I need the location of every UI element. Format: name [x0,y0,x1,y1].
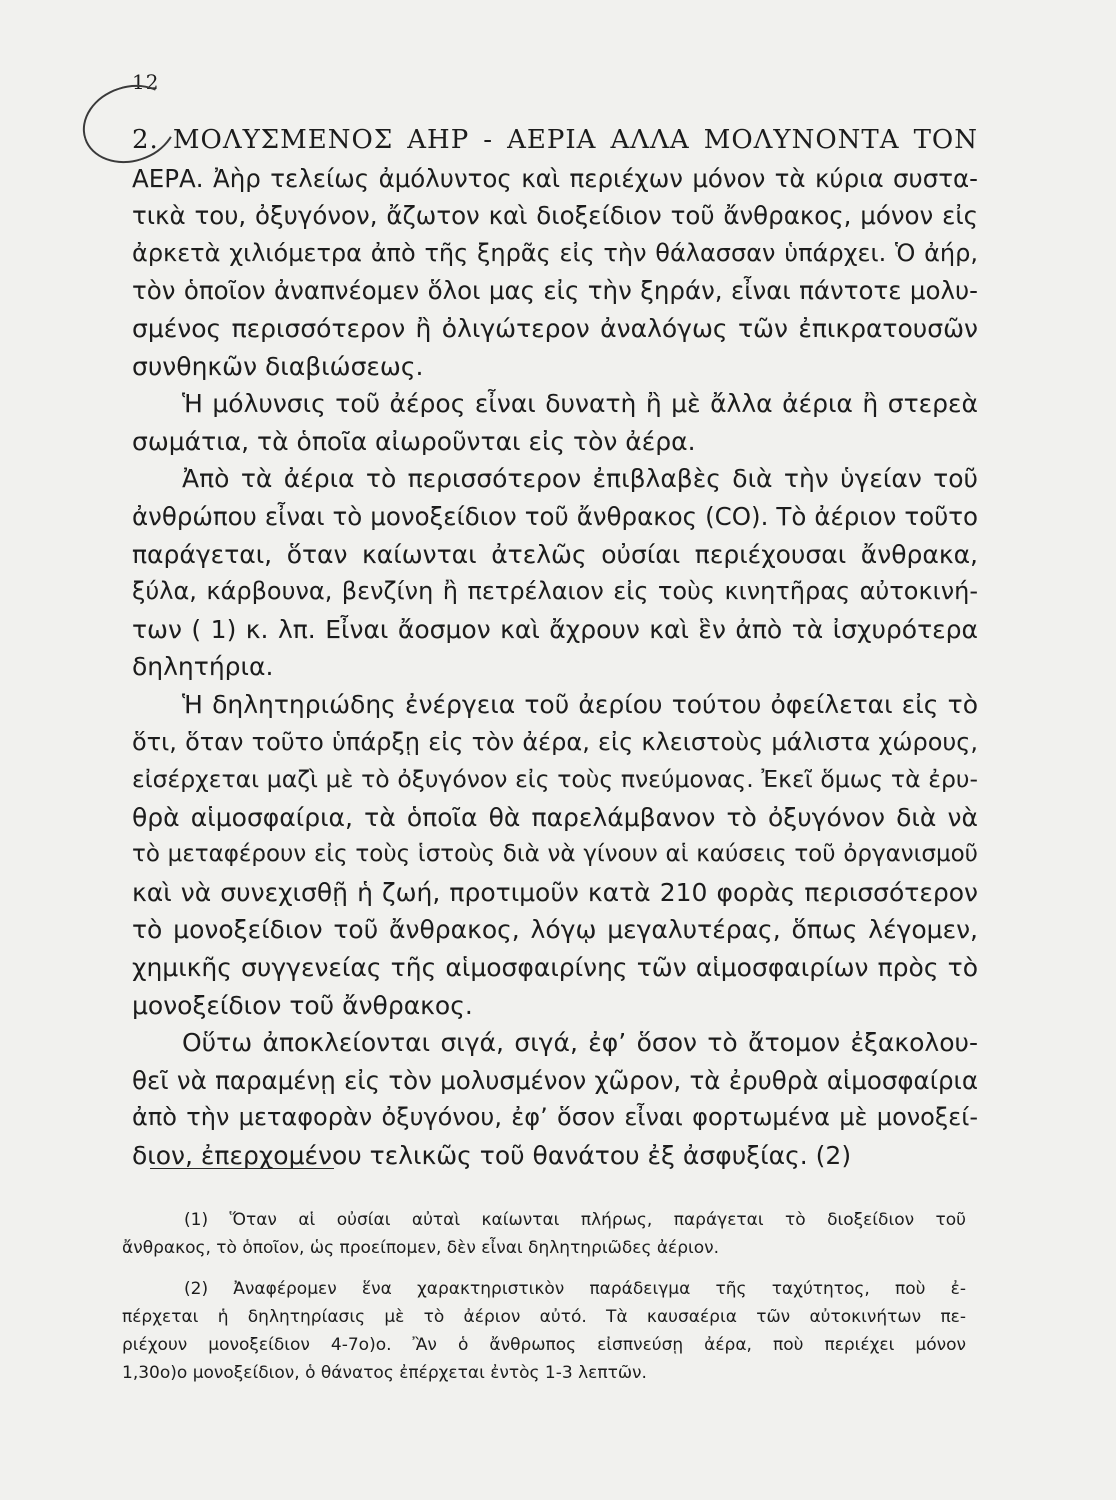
paragraph-line: θρὰ αἱμοσφαίρια, τὰ ὁποῖα θὰ παρελάμβανον τὸ ὀξυγόνον διὰ νὰ [132,802,978,832]
section-heading-text: ΜΟΛΥΣΜΕΝΟΣ ΑΗΡ - ΑΕΡΙΑ ΑΛΛΑ ΜΟΛΥΝΟΝΤΑ ΤΟΝ [172,125,979,155]
paragraph-line: σωμάτια, τὰ ὁποῖα αἰωροῦνται εἰς τὸν ἀέρα. [132,426,696,456]
footnote-separator [150,1168,334,1169]
footnote-line: πέρχεται ἡ δηλητηρίασις μὲ τὸ ἀέριον αὐτό. Τὰ καυσαέρια τῶν αὐτοκινήτων πε- [122,1307,966,1327]
paragraph-line: τὸ μεταφέρουν εἰς τοὺς ἱστοὺς διὰ νὰ γίνουν αἱ καύσεις τοῦ ὀργανισμοῦ [132,841,978,868]
paragraph-line: Ἀπὸ τὰ ἀέρια τὸ περισσότερον ἐπιβλαβὲς διὰ τὴν ὑγείαν τοῦ [182,464,978,494]
paragraph-line: ἀπὸ τὴν μεταφορὰν ὀξυγόνου, ἐφ’ ὅσον εἶναι φορτωμένα μὲ μονοξεί- [132,1103,978,1132]
paragraph-line: εἰσέρχεται μαζὶ μὲ τὸ ὀξυγόνον εἰς τοὺς πνεύμονας. Ἐκεῖ ὅμως τὰ ἐρυ- [132,765,978,794]
paragraph-line: ΑΕΡΑ. Ἀὴρ τελείως ἀμόλυντος καὶ περιέχων μόνον τὰ κύρια συστα- [132,163,978,193]
paragraph-line: σμένος περισσότερον ἢ ὀλιγώτερον ἀναλόγως τῶν ἐπικρατουσῶν [132,313,978,343]
paragraph-line: δηλητήρια. [132,652,274,682]
paragraph-line: των ( 1) κ. λπ. Εἶναι ἄοσμον καὶ ἄχρουν καὶ ἓν ἀπὸ τὰ ἰσχυρότερα [132,614,978,644]
footnote-line: 1,30ο)ο μονοξείδιον, ὁ θάνατος ἐπέρχεται ἐντὸς 1-3 λεπτῶν. [122,1363,647,1383]
paragraph-line: παράγεται, ὅταν καίωνται ἀτελῶς οὐσίαι περιέχουσαι ἄνθρακα, [132,539,978,569]
paragraph-line: καὶ νὰ συνεχισθῇ ἡ ζωή, προτιμοῦν κατὰ 210 φορὰς περισσότερον [132,877,978,907]
body-text [132,122,978,1175]
paragraph-line: ἀνθρώπου εἶναι τὸ μονοξείδιον τοῦ ἄνθρακος (CO). Τὸ ἀέριον τοῦτο [132,501,978,531]
section-heading [132,122,978,160]
footnote-line: ριέχουν μονοξείδιον 4-7ο)ο. Ἂν ὁ ἄνθρωπος εἰσπνεύσῃ ἀέρα, ποὺ περιέχει μόνον [122,1335,966,1355]
footnotes [122,1206,966,1387]
page-number: 12 [132,70,160,94]
paragraph-line: Ἡ δηλητηριώδης ἐνέργεια τοῦ ἀερίου τούτου ὀφείλεται εἰς τὸ [182,689,978,719]
section-number: 2. [132,125,159,155]
paragraph-line: τικὰ του, ὀξυγόνον, ἄζωτον καὶ διοξείδιον τοῦ ἄνθρακος, μόνον εἰς [132,201,978,231]
paragraph-line: διον, ἐπερχομένου τελικῶς τοῦ θανάτου ἐξ ἀσφυξίας. (2) [132,1141,852,1171]
footnote-line: (1) Ὅταν αἱ οὐσίαι αὐταὶ καίωνται πλήρως, παράγεται τὸ διοξείδιον τοῦ [184,1210,966,1230]
footnote-line: ἄνθρακος, τὸ ὁποῖον, ὡς προείπομεν, δὲν εἶναι δηλητηριῶδες ἀέριον. [122,1238,720,1258]
footnote-line: (2) Ἀναφέρομεν ἕνα χαρακτηριστικὸν παράδειγμα τῆς ταχύτητος, ποὺ ἐ- [184,1279,966,1299]
paragraph-line: χημικῆς συγγενείας τῆς αἱμοσφαιρίνης τῶν αἱμοσφαιρίων πρὸς τὸ [132,953,978,983]
paragraph-line: Οὕτω ἀποκλείονται σιγά, σιγά, ἐφ’ ὅσον τὸ ἄτομον ἐξακολου- [182,1028,978,1058]
paragraph-line: συνθηκῶν διαβιώσεως. [132,351,424,381]
paragraph-line: ὅτι, ὅταν τοῦτο ὑπάρξῃ εἰς τὸν ἀέρα, εἰς κλειστοὺς μάλιστα χώρους, [132,727,978,756]
paragraph-line: Ἡ μόλυνσις τοῦ ἀέρος εἶναι δυνατὴ ἢ μὲ ἄλλα ἀέρια ἢ στερεὰ [182,389,978,419]
paragraph-line: θεῖ νὰ παραμένῃ εἰς τὸν μολυσμένον χῶρον, τὰ ἐρυθρὰ αἱμοσφαίρια [132,1065,978,1095]
paragraph-line: μονοξείδιον τοῦ ἄνθρακος. [132,990,473,1020]
paragraph-line: τὸ μονοξείδιον τοῦ ἄνθρακος, λόγῳ μεγαλυτέρας, ὅπως λέγομεν, [132,915,978,945]
paragraph-line: τὸν ὁποῖον ἀναπνέομεν ὅλοι μας εἰς τὴν ξηράν, εἶναι πάντοτε μολυ- [132,276,978,306]
paragraph-line: ἀρκετὰ χιλιόμετρα ἀπὸ τῆς ξηρᾶς εἰς τὴν θάλασσαν ὑπάρχει. Ὁ ἀήρ, [132,238,978,267]
paragraph-line: ξύλα, κάρβουνα, βενζίνη ἢ πετρέλαιον εἰς τοὺς κινητῆρας αὐτοκινή- [132,577,978,606]
